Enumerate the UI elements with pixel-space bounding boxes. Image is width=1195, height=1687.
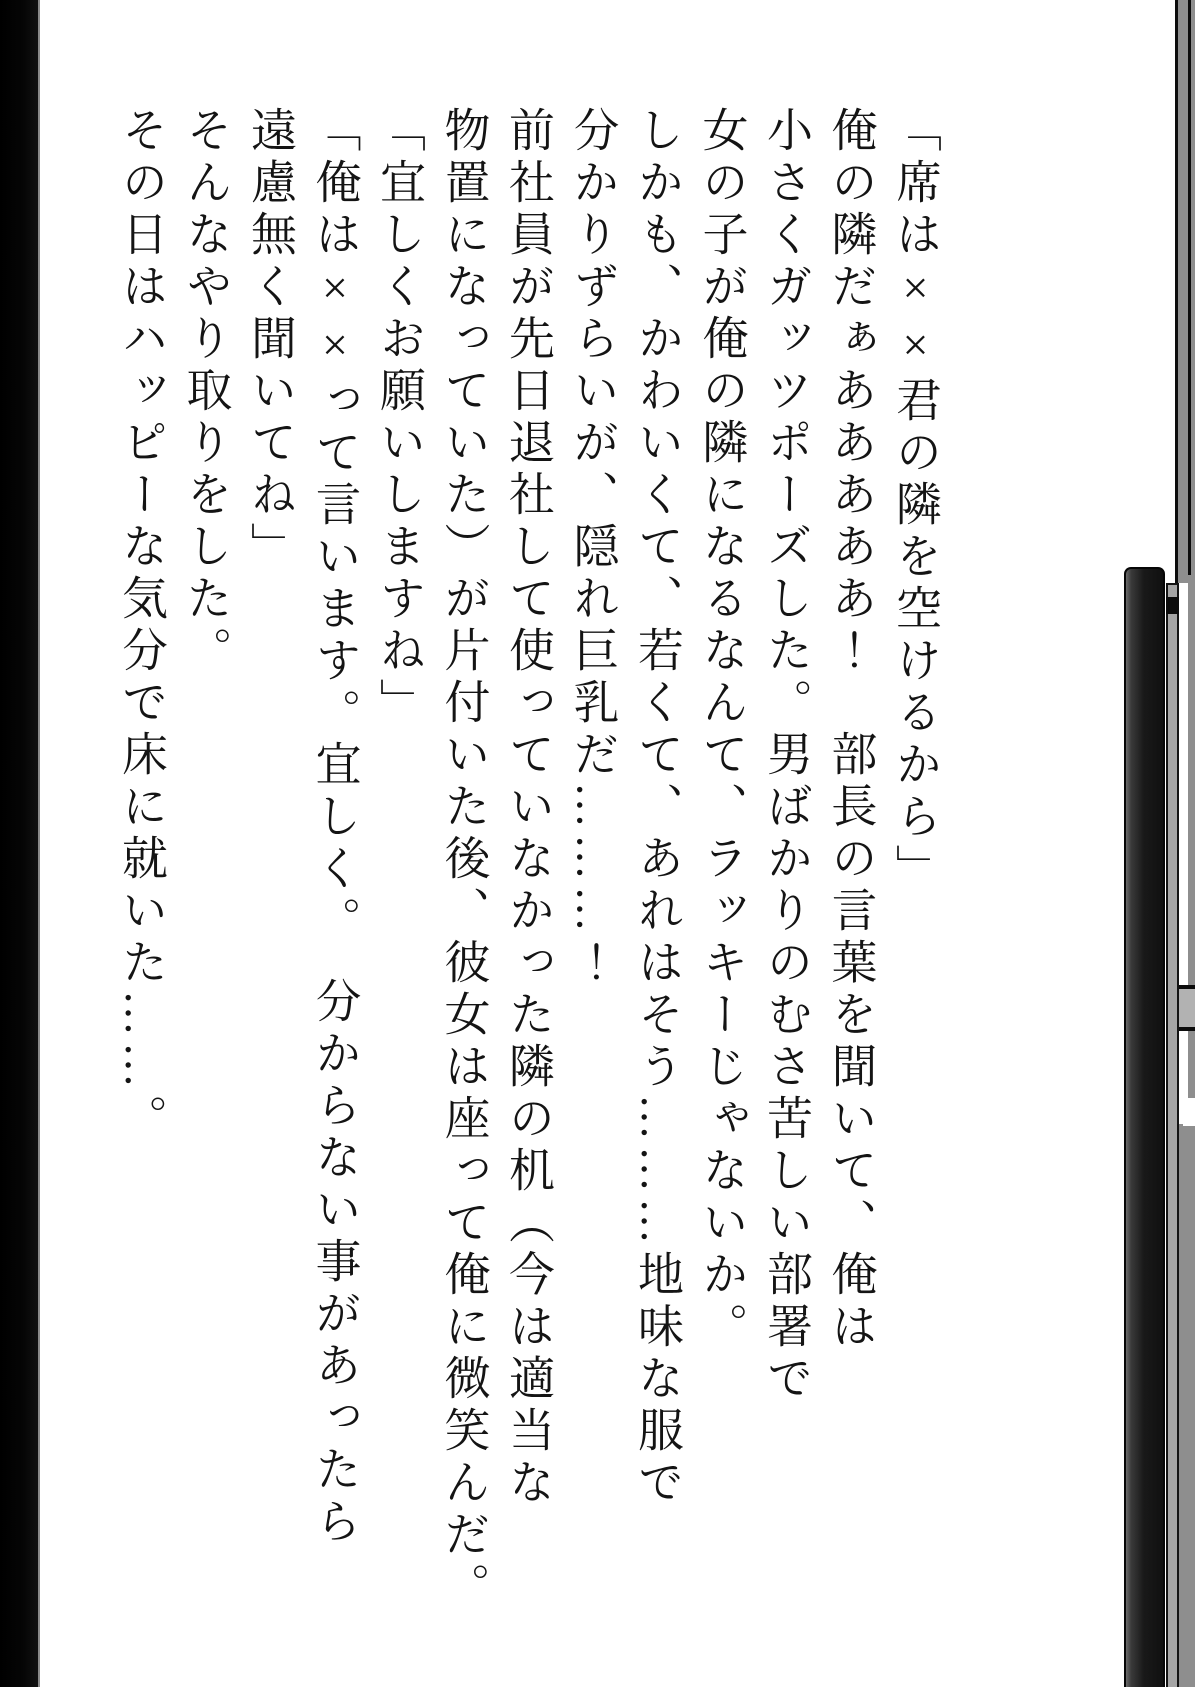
door-frame-inner-notch bbox=[1166, 597, 1179, 614]
dark-door-panel bbox=[1124, 567, 1165, 1687]
door-frame-rail-line bbox=[1188, 0, 1191, 575]
door-frame-inner-rail bbox=[1166, 583, 1179, 1687]
text-column-5: しかも、かわいくて、若くて、あれはそう………地味な服で bbox=[632, 106, 683, 1510]
text-column-7: 前社員が先日退社して使っていなかった隣の机（今は適当な bbox=[503, 106, 554, 1510]
novel-text-block bbox=[109, 106, 948, 1686]
text-column-12: そんなやり取りをした。 bbox=[180, 106, 232, 678]
text-column-6: 分かりずらいが、隠れ巨乳だ………！ bbox=[567, 106, 619, 990]
door-frame-gap bbox=[1178, 583, 1188, 1124]
door-frame-notch bbox=[1183, 1098, 1195, 1126]
text-column-1: 「席は××君の隣を空けるから」 bbox=[890, 106, 941, 896]
text-column-13: その日はハッピーな気分で床に就いた……。 bbox=[116, 106, 167, 1146]
text-column-2: 俺の隣だぁあああああ！ 部長の言葉を聞いて、俺は bbox=[825, 106, 877, 1354]
text-column-9: 「宜しくお願いしますね」 bbox=[374, 106, 425, 730]
text-column-10: 「俺は××って言います。宜しく。 分からない事があったら bbox=[309, 106, 361, 1549]
text-column-4: 女の子が俺の隣になるなんて、ラッキーじゃないか。 bbox=[696, 106, 748, 1354]
text-column-11: 遠慮無く聞いてね」 bbox=[245, 106, 296, 574]
text-column-8: 物置になっていた）が片付いた後、彼女は座って俺に微笑んだ。 bbox=[438, 106, 490, 1614]
left-frame-bar bbox=[0, 0, 40, 1687]
text-column-3: 小さくガッツポーズした。男ばかりのむさ苦しい部署で bbox=[761, 106, 812, 1406]
